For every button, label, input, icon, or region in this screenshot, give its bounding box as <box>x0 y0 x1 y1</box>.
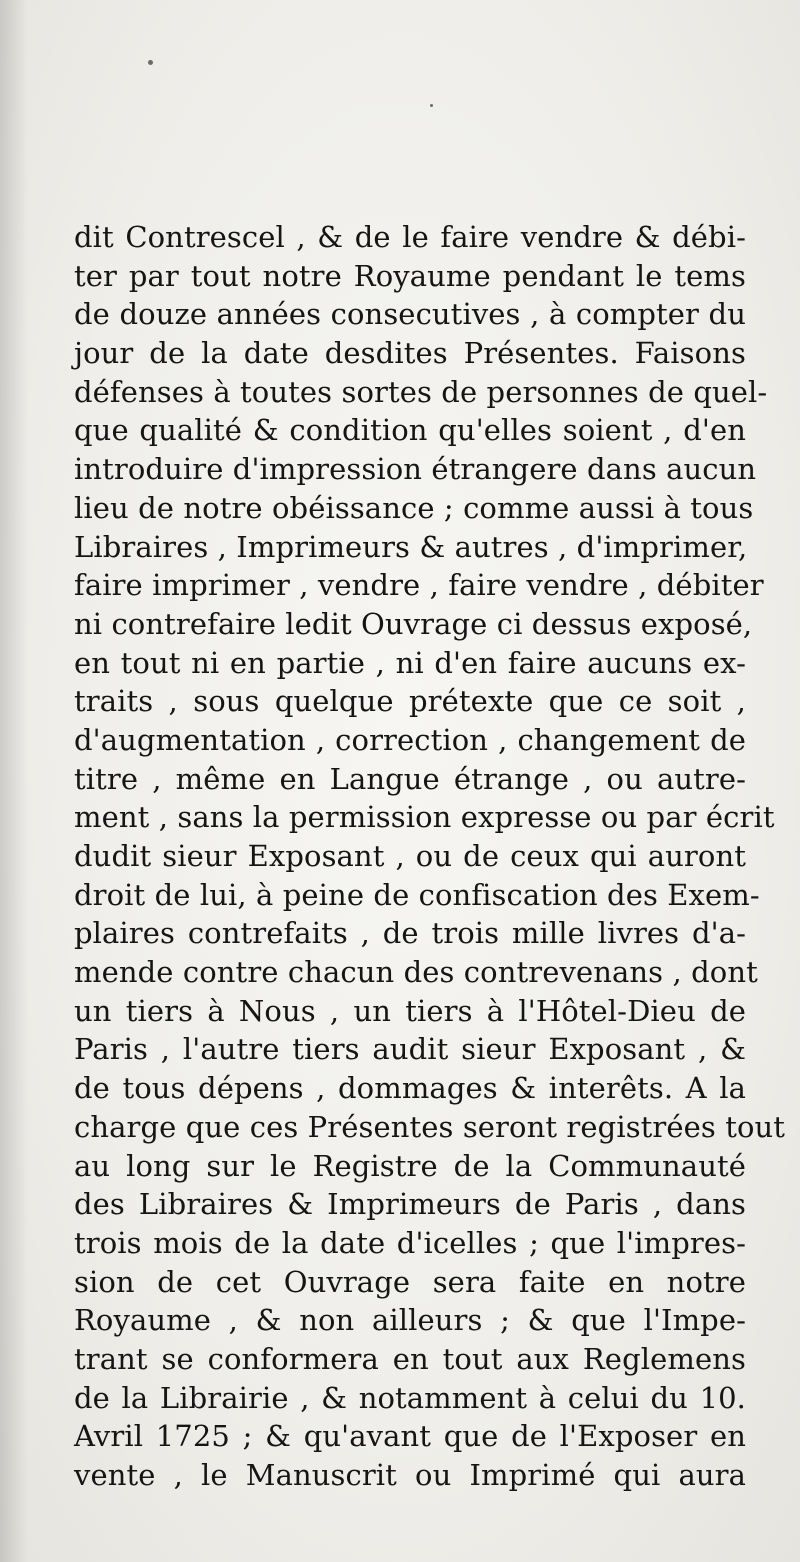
text-line: ni contrefaire ledit Ouvrage ci dessus exposé, <box>74 606 753 641</box>
text-line: d'augmentation , correction , changement de <box>74 722 746 757</box>
ink-speck <box>148 60 153 65</box>
text-line: vente , le Manuscrit ou Imprimé qui aura <box>74 1458 746 1492</box>
text-line: droit de lui, à peine de confiscation des Exem- <box>74 877 760 912</box>
text-line: sion de cet Ouvrage sera faite en notre <box>74 1264 746 1299</box>
text-line: charge que ces Présentes seront registrées tout <box>74 1109 786 1144</box>
text-line: que qualité & condition qu'elles soient , d'en <box>74 413 746 448</box>
text-line: Royaume , & non ailleurs ; & que l'Impe- <box>74 1303 746 1338</box>
text-line: ter par tout notre Royaume pendant le tems <box>74 258 746 293</box>
text-line: traits , sous quelque prétexte que ce soit , <box>74 684 746 719</box>
body-text <box>74 218 786 1495</box>
text-line: au long sur le Registre de la Communauté <box>74 1148 746 1183</box>
text-line: Paris , l'autre tiers audit sieur Exposant , & <box>74 1032 746 1067</box>
text-line: en tout ni en partie , ni d'en faire aucuns ex- <box>74 645 746 680</box>
text-line: titre , même en Langue étrange , ou autre- <box>74 761 746 796</box>
text-line: jour de la date desdites Présentes. Faisons <box>74 336 746 371</box>
page-gutter-shadow <box>0 0 28 1562</box>
text-line: Avril 1725 ; & qu'avant que de l'Exposer en <box>74 1419 746 1454</box>
text-line: défenses à toutes sortes de personnes de quel- <box>74 374 768 409</box>
text-line: de douze années consecutives , à compter du <box>74 297 746 332</box>
text-line: dudit sieur Exposant , ou de ceux qui auront <box>74 839 746 873</box>
text-line: ment , sans la permission expresse ou par écrit <box>74 800 775 835</box>
text-line: faire imprimer , vendre , faire vendre , débiter <box>74 568 764 603</box>
ink-speck <box>430 104 433 107</box>
text-line: des Libraires & Imprimeurs de Paris , dans <box>74 1187 746 1222</box>
text-line: de la Librairie , & notamment à celui du 10. <box>74 1380 746 1415</box>
text-line: lieu de notre obéissance ; comme aussi à tous <box>74 490 754 525</box>
text-line: trois mois de la date d'icelles ; que l'impres- <box>74 1225 746 1260</box>
text-line: plaires contrefaits , de trois mille livres d'a- <box>74 916 746 951</box>
text-line: de tous dépens , dommages & interêts. A la <box>74 1071 746 1106</box>
text-line: Libraires , Imprimeurs & autres , d'imprimer, <box>74 529 748 564</box>
text-line: introduire d'impression étrangere dans aucun <box>74 452 757 487</box>
text-line: trant se conformera en tout aux Reglemens <box>74 1341 746 1376</box>
text-line: dit Contrescel , & de le faire vendre & débi- <box>74 220 746 254</box>
text-line: mende contre chacun des contrevenans , dont <box>74 955 758 990</box>
text-line: un tiers à Nous , un tiers à l'Hôtel-Dieu de <box>74 993 746 1028</box>
